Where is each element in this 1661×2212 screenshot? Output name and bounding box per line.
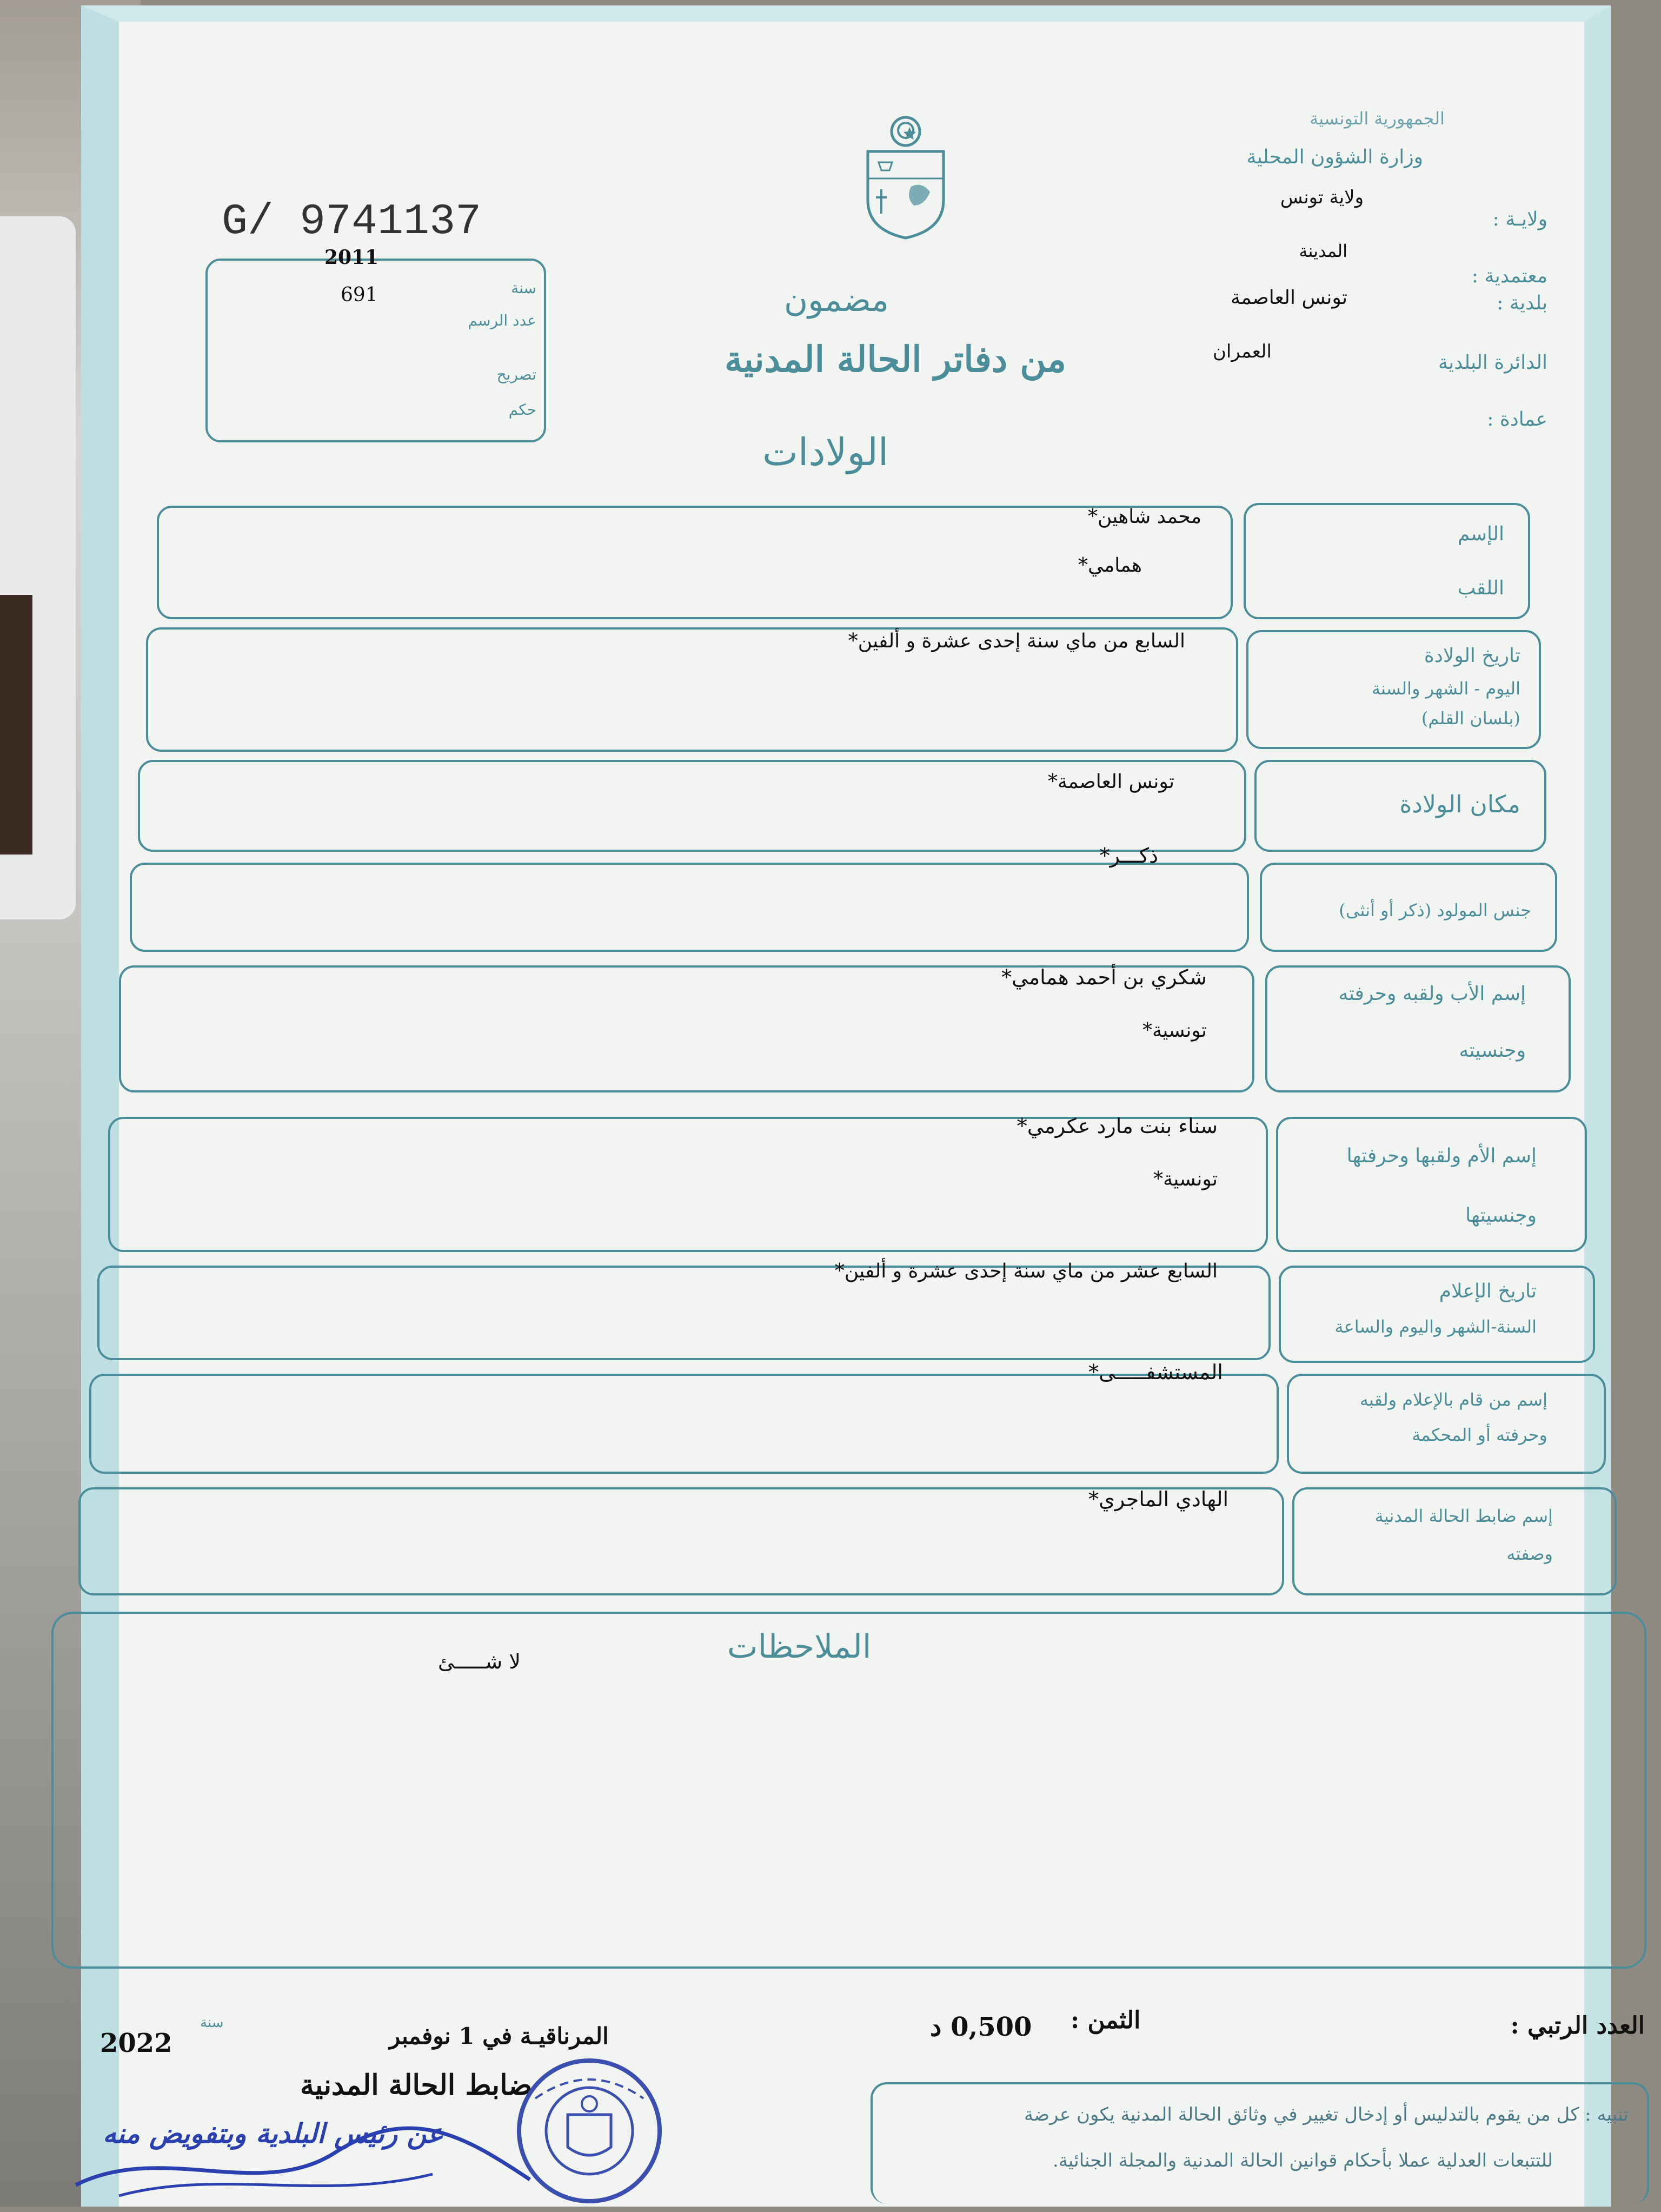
field-value-box-name [157, 506, 1233, 619]
field-label-declarant-sub: وحرفته أو المحكمة [1412, 1425, 1547, 1445]
act-label-declaration: تصريح [496, 366, 536, 383]
field-value-sex: ذكـــر* [1099, 844, 1158, 867]
serial-number: G/ 9741137 [222, 197, 482, 247]
background-photo [0, 595, 32, 855]
title-madhmoun: مضمون [784, 281, 889, 319]
field-value-father-name: شكري بن أحمد همامي* [1001, 965, 1207, 989]
field-label-surname: اللقب [1457, 577, 1504, 599]
remarks-value: لا شـــــئ [438, 1650, 521, 1673]
field-label-officer-sub: وصفته [1506, 1544, 1553, 1564]
baladiya-label: بلدية : [1497, 292, 1547, 314]
field-value-declarant: المستشفـــــى* [1088, 1360, 1223, 1384]
field-value-box-sex [130, 863, 1249, 952]
field-label-birth-place: مكان الولادة [1399, 791, 1520, 818]
republic-label: الجمهورية التونسية [1310, 108, 1445, 129]
issue-year: 2022 [100, 2028, 172, 2058]
warning-line-2: للتتبعات العدلية عملا بأحكام قوانين الحالة المدنية والمجلة الجنائية. [1052, 2150, 1553, 2171]
year-label: سنة [200, 2015, 224, 2031]
field-label-father: إسم الأب ولقبه وحرفته [1338, 983, 1526, 1005]
wilaya-value: ولاية تونس [1280, 187, 1364, 208]
act-label-number: عدد الرسم [468, 312, 536, 329]
field-value-birth-date: السابع من ماي سنة إحدى عشرة و ألفين* [848, 630, 1185, 652]
imada-label: عمادة : [1487, 408, 1547, 431]
field-value-mother-name: سناء بنت مارد عكرمي* [1016, 1114, 1218, 1138]
ministry-label: وزارة الشؤون المحلية [1246, 146, 1423, 168]
field-value-father-nationality: تونسية* [1142, 1019, 1207, 1042]
price-label: الثمن : [1071, 2006, 1141, 2034]
warning-line-1: تنبيه : كل من يقوم بالتدليس أو إدخال تغيير في وثائق الحالة المدنية يكون عرضة [1024, 2104, 1629, 2125]
issue-place-date: المرناقيـة في 1 نوفمبر [389, 2023, 609, 2049]
field-label-declaration-date: تاريخ الإعلام [1439, 1280, 1537, 1302]
price-value: 0,500 د [930, 2012, 1032, 2042]
daira-label: الدائرة البلدية [1438, 352, 1547, 374]
field-value-declaration-date: السابع عشر من ماي سنة إحدى عشرة و ألفين* [834, 1260, 1218, 1282]
field-value-mother-nationality: تونسية* [1153, 1168, 1218, 1190]
field-value-surname: همامي* [1078, 554, 1142, 577]
field-value-first-name: محمد شاهين* [1087, 506, 1201, 528]
field-label-sex: جنس المولود (ذكر أو أنثى) [1339, 900, 1531, 920]
act-label-year: سنة [511, 279, 536, 297]
officer-title: ضابط الحالة المدنية [300, 2069, 533, 2102]
field-label-first-name: الإسم [1457, 523, 1504, 545]
field-value-box-declarant [89, 1374, 1279, 1474]
field-label-birth-date: تاريخ الولادة [1424, 645, 1520, 667]
remarks-title: الملاحظات [727, 1628, 872, 1666]
act-number: 691 [341, 284, 378, 306]
field-label-birth-date-words: (بلسان القلم) [1421, 708, 1520, 728]
field-label-declarant: إسم من قام بالإعلام ولقبه [1359, 1389, 1547, 1410]
mutamadiya-value: المدينة [1299, 241, 1347, 261]
field-label-mother: إسم الأم ولقبها وحرفتها [1346, 1145, 1537, 1167]
field-label-mother-nationality: وجنسيتها [1465, 1204, 1537, 1227]
act-label-judgment: حكم [508, 401, 536, 419]
section-title-births: الولادات [762, 430, 889, 474]
field-label-father-nationality: وجنسيته [1459, 1039, 1526, 1062]
field-label-box-mother [1276, 1117, 1587, 1252]
wilaya-label: ولايـة : [1492, 208, 1547, 230]
baladiya-value: تونس العاصمة [1231, 287, 1347, 309]
coat-of-arms-emblem [860, 111, 952, 241]
officer-delegation: عن رئيس البلدية وبتفويض منه [103, 2117, 444, 2149]
title-civil-registers: من دفاتر الحالة المدنية [725, 338, 1066, 380]
mutamadiya-label: معتمدية : [1471, 265, 1547, 287]
serial-order-label: العدد الرتبي : [1510, 2012, 1645, 2039]
field-label-declaration-date-sub: السنة-الشهر واليوم والساعة [1334, 1316, 1537, 1337]
officer-signature [54, 2120, 541, 2207]
field-value-officer: الهادي الماجري* [1088, 1487, 1228, 1511]
act-year: 2011 [324, 246, 379, 269]
field-label-birth-date-sub: اليوم - الشهر والسنة [1371, 678, 1520, 699]
daira-value: العمران [1212, 341, 1272, 362]
warning-box [871, 2082, 1649, 2204]
field-label-officer: إسم ضابط الحالة المدنية [1374, 1506, 1553, 1526]
field-value-birth-place: تونس العاصمة* [1048, 771, 1174, 793]
